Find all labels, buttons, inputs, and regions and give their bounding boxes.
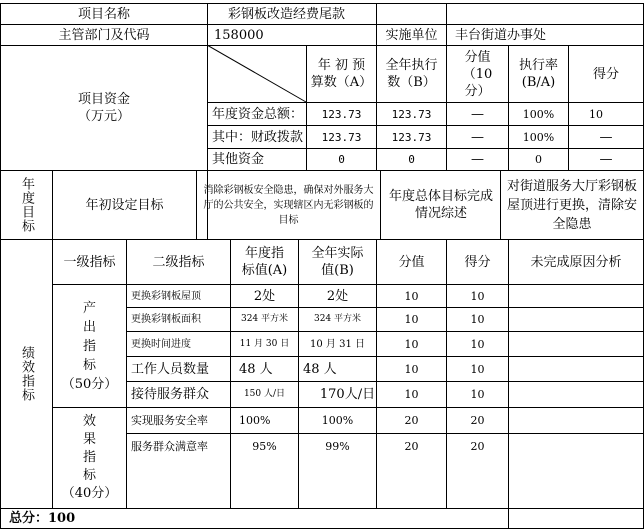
indicator-target: 11 月 30 日 xyxy=(239,338,290,349)
annual-goal-label xyxy=(1,171,52,239)
indicator-target: 48 人 xyxy=(239,361,273,377)
indicator-score: 10 xyxy=(470,337,485,351)
indicator-reason xyxy=(509,332,643,356)
summary-text: 对街道服务大厅彩钢板屋顶进行更换，清除安全隐患 xyxy=(506,178,637,232)
col-rate-header: 执行率 (B/A) xyxy=(518,58,558,90)
indicator-weight: 10 xyxy=(404,313,419,326)
funds-row-label: 其中：财政拨款 xyxy=(212,129,304,145)
indicator-reason xyxy=(509,285,643,307)
col-budget-header: 年 初 预 算数（A） xyxy=(310,58,373,90)
funds-row-exec: 0 xyxy=(408,153,415,166)
indicator-target: 150 人/日 xyxy=(243,389,286,399)
indicator-score: 10 xyxy=(470,313,485,326)
funds-row-score: 10 xyxy=(589,107,603,121)
funds-section-label: 项目资金 （万元） xyxy=(77,92,130,124)
indicator-name: 更换彩钢板屋顶 xyxy=(131,290,201,302)
impl-unit-label: 实施单位 xyxy=(385,27,438,43)
table-rule xyxy=(508,508,509,529)
indicator-target: 324 平方米 xyxy=(240,314,289,324)
initial-goal-text: 消除彩钢板安全隐患，确保对外服务大厅的公共安全，实现辖区内无彩钢板的目标 xyxy=(203,184,374,226)
indicator-actual: 170人/日 xyxy=(319,387,376,402)
header-diagonal-line xyxy=(207,45,307,103)
indicator-weight: 10 xyxy=(404,289,419,303)
performance-section-label xyxy=(1,240,52,508)
funds-row-rate: 100% xyxy=(522,130,555,144)
indicator-reason xyxy=(509,308,643,331)
funds-row-score: — xyxy=(599,152,613,167)
funds-row-score: — xyxy=(599,129,613,145)
header-reason: 未完成原因分析 xyxy=(530,254,622,270)
performance-section-label-text: 绩效指标 xyxy=(19,346,34,402)
header-weight: 分值 xyxy=(398,254,425,270)
table-border-bottom xyxy=(0,528,644,529)
indicator-reason xyxy=(509,382,643,407)
project-name-value: 彩钢板改造经费尾款 xyxy=(228,6,346,22)
indicator-actual: 100% xyxy=(321,414,354,427)
funds-row-rate: 100% xyxy=(522,107,555,121)
indicator-score: 10 xyxy=(470,362,485,376)
indicator-actual: 324 平方米 xyxy=(313,314,362,324)
col-score-header: 得分 xyxy=(592,66,619,82)
funds-row-weight: — xyxy=(471,106,484,122)
header-actual: 全年实际 值(B) xyxy=(311,246,364,278)
indicator-name: 更换彩钢板面积 xyxy=(131,314,201,325)
funds-row-label: 年度资金总额： xyxy=(212,106,304,122)
indicator-weight: 10 xyxy=(404,362,419,376)
effect-indicator-group-label: 效 果 指 标 （40分） xyxy=(61,414,118,501)
indicator-weight: 20 xyxy=(404,439,419,453)
table-rule xyxy=(380,170,381,240)
initial-goal-label: 年初设定目标 xyxy=(85,197,164,213)
indicator-reason xyxy=(509,357,643,381)
funds-row-exec: 123.73 xyxy=(391,107,432,121)
funds-row-budget: 123.73 xyxy=(321,130,362,144)
output-indicator-group-label: 产 出 指 标 （50分） xyxy=(61,300,118,392)
annual-goal-label-text: 年度目标 xyxy=(19,177,34,233)
col-weight-header: 分值 （10 分） xyxy=(462,49,493,99)
total-score: 总分：100 xyxy=(9,511,76,526)
indicator-reason xyxy=(509,434,643,458)
indicator-name: 服务群众满意率 xyxy=(131,439,208,453)
indicator-score: 10 xyxy=(470,289,485,303)
indicator-target: 2处 xyxy=(253,288,276,304)
funds-row-weight: — xyxy=(471,129,484,145)
indicator-score: 10 xyxy=(470,388,485,401)
funds-row-budget: 123.73 xyxy=(321,107,362,121)
table-rule xyxy=(500,170,501,240)
dept-label: 主管部门及代码 xyxy=(58,27,150,43)
header-level2: 二级指标 xyxy=(152,254,205,270)
indicator-target: 95% xyxy=(252,439,277,453)
funds-row-label: 其他资金 xyxy=(212,152,265,167)
funds-row-exec: 123.73 xyxy=(391,130,432,144)
indicator-weight: 10 xyxy=(404,388,419,401)
indicator-actual: 10 月 31 日 xyxy=(310,338,365,350)
indicator-name: 实现服务安全率 xyxy=(131,414,208,427)
indicator-name: 接待服务群众 xyxy=(131,387,210,402)
header-level1: 一级指标 xyxy=(63,254,116,270)
indicator-weight: 20 xyxy=(404,414,419,427)
indicator-reason xyxy=(509,408,643,433)
indicator-target: 100% xyxy=(239,414,271,427)
dept-code: 158000 xyxy=(214,27,264,43)
indicator-actual: 48 人 xyxy=(303,361,337,377)
indicator-name: 工作人员数量 xyxy=(131,361,210,377)
header-target: 年度指 标值(A) xyxy=(241,246,288,278)
summary-label: 年度总体目标完成情况综述 xyxy=(388,189,493,221)
project-name-label: 项目名称 xyxy=(77,6,130,22)
funds-row-rate: 0 xyxy=(535,153,542,166)
funds-row-budget: 0 xyxy=(338,153,345,166)
indicator-score: 20 xyxy=(470,414,485,427)
indicator-actual: 2处 xyxy=(326,288,349,304)
funds-row-weight: — xyxy=(471,152,484,167)
table-rule xyxy=(196,170,197,240)
indicator-name: 更换时间进度 xyxy=(131,338,191,350)
indicator-weight: 10 xyxy=(404,337,419,351)
col-exec-header: 全年执行 数（B） xyxy=(385,58,438,90)
impl-unit-value: 丰台街道办事处 xyxy=(455,27,547,43)
indicator-actual: 99% xyxy=(325,439,350,453)
header-score: 得分 xyxy=(464,254,491,270)
indicator-score: 20 xyxy=(470,439,485,453)
